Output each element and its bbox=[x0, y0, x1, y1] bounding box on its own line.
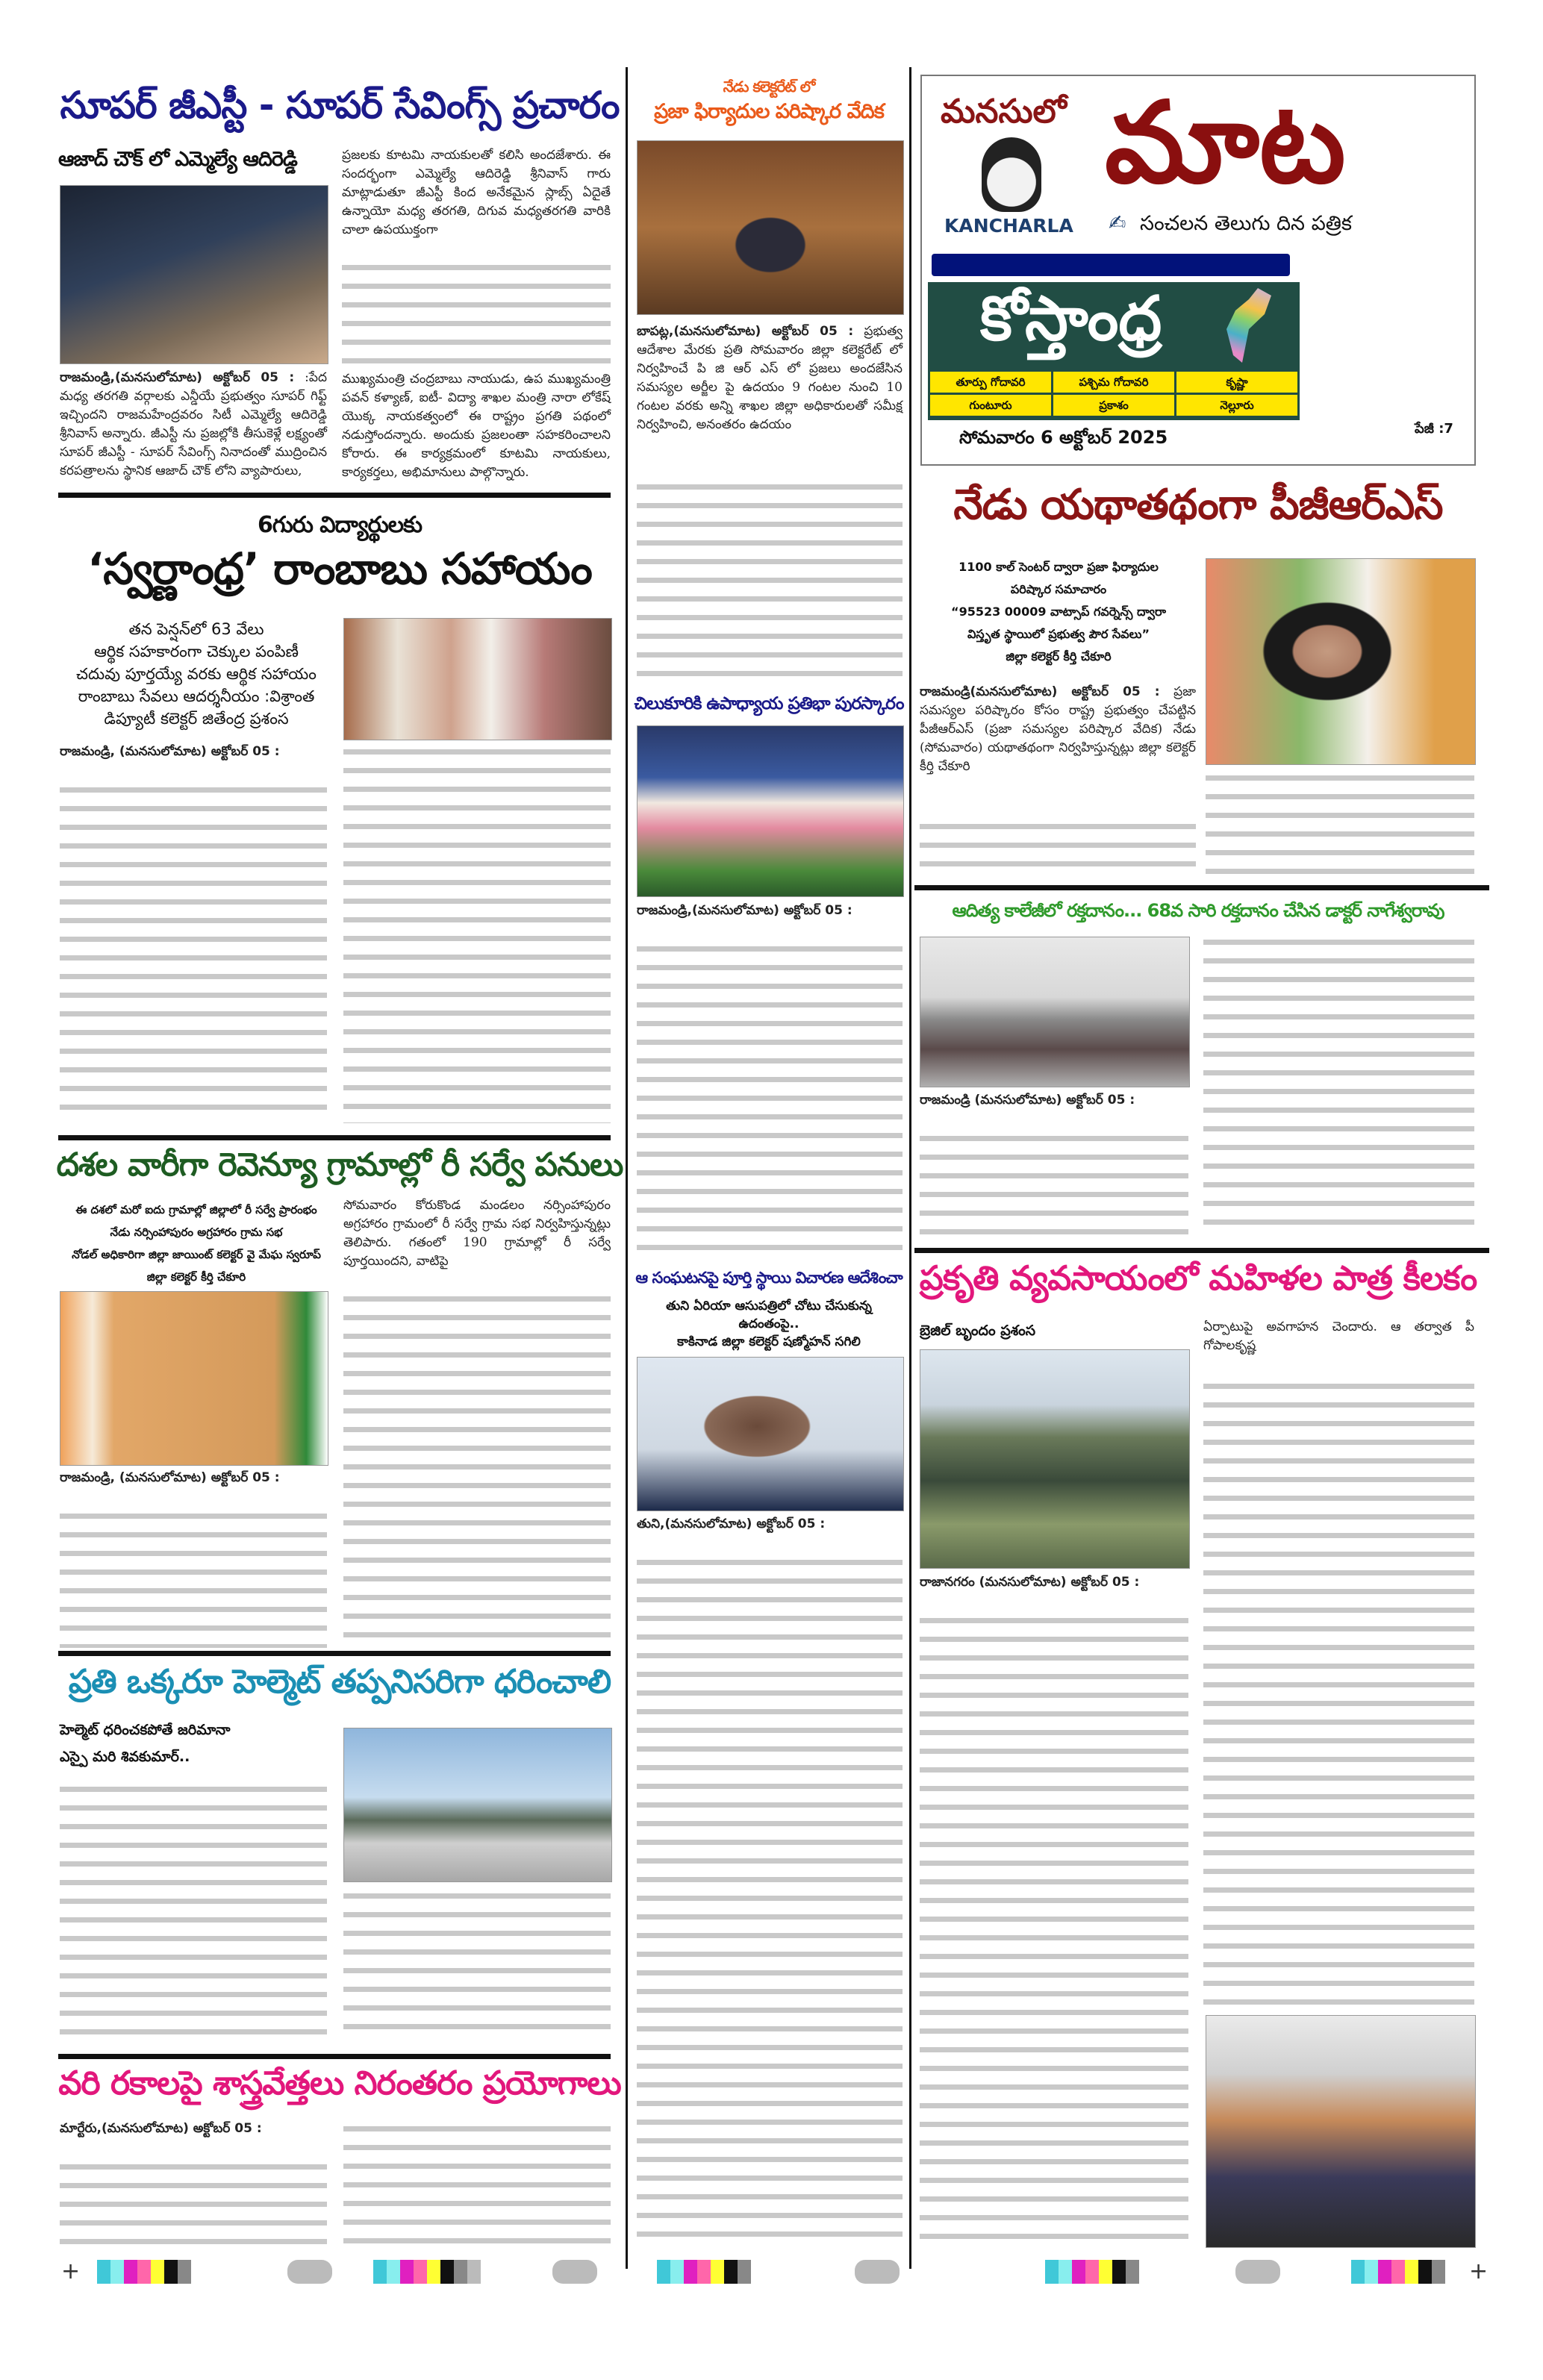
brazil-team-photo bbox=[920, 1349, 1190, 1569]
gray-registration-mark bbox=[855, 2260, 900, 2284]
helmet-headline: ప్రతి ఒక్కరూ హెల్మెట్ తప్పనిసరిగా ధరించాలి bbox=[68, 1663, 611, 1701]
color-registration-bar bbox=[97, 2260, 191, 2284]
column-divider bbox=[909, 67, 911, 2269]
body-text-lines bbox=[60, 2158, 327, 2246]
dateline: బాపట్ల,(మనసులోమాట) అక్టోబర్ 05 : bbox=[637, 324, 854, 339]
body-text-lines bbox=[920, 1611, 1188, 2246]
pgrs-body bbox=[920, 683, 1196, 776]
edition-name: కోస్తాంధ్ర bbox=[980, 284, 1162, 354]
collector-photo bbox=[637, 140, 904, 315]
body-text-lines bbox=[637, 1553, 903, 2246]
dateline: తుని,(మనసులోమాట) అక్టోబర్ 05 : bbox=[637, 1517, 826, 1531]
helmet-subheads bbox=[60, 1717, 336, 1770]
blood-donation-headline: ఆదిత్య కాలేజీలో రక్తదానం... 68వ సారి రక్తదానం చేసిన డాక్టర్ నాగేశ్వరావు bbox=[952, 900, 1444, 921]
pgrs-venue-kicker: నేడు కలెక్టరేట్ లో bbox=[723, 78, 815, 96]
swarnandhra-kicker: 6గురు విద్యార్థులకు bbox=[257, 512, 423, 538]
gray-registration-mark bbox=[552, 2260, 597, 2284]
natural-farming-body: ఏర్పాటుపై అవగాహన చెందారు. ఆ తర్వాత పీ గోపాలకృష్ణ bbox=[1203, 1319, 1474, 1353]
section-rule bbox=[58, 1135, 611, 1140]
brand-logo: మాట bbox=[1105, 78, 1346, 208]
color-registration-bar bbox=[373, 2260, 481, 2284]
tuni-subheads bbox=[631, 1297, 907, 1351]
swarnandhra-photo bbox=[343, 618, 612, 740]
district-label: పశ్చిమ గోదావరి bbox=[1053, 372, 1174, 393]
andhra-map-icon bbox=[1226, 288, 1271, 363]
subhead: డిప్యూటీ కలెక్టర్ జితేంద్ర ప్రశంస bbox=[104, 710, 289, 728]
resurvey-headline: దశల వారీగా రెవెన్యూ గ్రామాల్లో రీ సర్వే పనులు bbox=[56, 1146, 623, 1184]
district-grid bbox=[930, 372, 1297, 416]
body-text-lines bbox=[343, 1887, 611, 2040]
body-text-lines bbox=[343, 1290, 611, 1648]
subhead: ఆర్థిక సహకారంగా చెక్కుల పంపిణీ bbox=[94, 643, 299, 660]
teacher-award-dateline bbox=[637, 902, 903, 920]
brand-small: మనసులో bbox=[941, 93, 1067, 131]
subhead: ఎస్పై మరి శివకుమార్.. bbox=[60, 1749, 190, 1765]
page-number: పేజీ :7 bbox=[1415, 421, 1453, 437]
body-text-lines bbox=[343, 2120, 611, 2246]
resurvey-photo bbox=[60, 1291, 328, 1466]
subhead: హెల్మెట్ ధరించకపోతే జరిమానా bbox=[60, 1722, 231, 1738]
subhead: పరిష్కార సమాచారం bbox=[1010, 582, 1107, 596]
subhead: కాకినాడ జిల్లా కలెక్టర్ షణ్మోహన్ సగిలి bbox=[677, 1334, 861, 1349]
tuni-collector-photo bbox=[637, 1357, 904, 1511]
district-label: ప్రకాశం bbox=[1053, 395, 1174, 416]
blood-donation-photo bbox=[920, 937, 1190, 1087]
pgrs-venue-body bbox=[637, 322, 903, 434]
edition-banner bbox=[928, 282, 1300, 420]
body-text-lines bbox=[637, 478, 903, 684]
gst-headline: సూపర్ జీఎస్టీ - సూపర్ సేవింగ్స్ ప్రచారం bbox=[60, 84, 620, 127]
gst-body-1 bbox=[60, 369, 327, 481]
subhead: విస్తృత స్థాయిలో ప్రభుత్వ పౌర సేవలు” bbox=[967, 627, 1150, 641]
gst-body-3: ముఖ్యమంత్రి చంద్రబాబు నాయుడు, ఉప ముఖ్యమంత్రి పవన్ కళ్యాణ్, ఐటీ- విద్యా శాఖల మంత్రి నారా లోకేష్ యొక్క నాయకత్వంలో ఈ రాష్ట్రం ప్రగతి పథంలో నడుస్తోందన్నారు. అందుకు ప్రజలంతా సహకరించాలని కోరారు. ఈ కార్యక్రమంలో కూటమి నాయకులు, కార్యకర్తలు, అభిమానులు పాల్గొన్నారు. bbox=[342, 372, 611, 480]
body-text-lines bbox=[343, 743, 611, 1123]
dateline: రాజమండ్రి,(మనసులోమాట) అక్టోబర్ 05 : bbox=[60, 370, 295, 385]
blood-dateline bbox=[920, 1091, 1188, 1110]
section-rule bbox=[58, 2054, 611, 2059]
body-text-lines bbox=[60, 1780, 327, 2041]
pgrs-headline: నేడు యథాతథంగా పీజీఆర్ఎస్ bbox=[953, 481, 1443, 529]
body-text-lines bbox=[920, 817, 1196, 877]
farming-group-photo bbox=[1206, 2015, 1476, 2248]
body-text-lines bbox=[342, 258, 611, 370]
dateline: రాజానగరం (మనసులోమాట) అక్టోబర్ 05 : bbox=[920, 1575, 1140, 1590]
body-text-lines bbox=[1206, 769, 1474, 877]
color-registration-bar bbox=[657, 2260, 751, 2284]
dateline: రాజమండ్రి, (మనసులోమాట) అక్టోబర్ 05 : bbox=[60, 744, 280, 759]
district-label: తూర్పు గోదావరి bbox=[930, 372, 1051, 393]
color-registration-bar bbox=[1045, 2260, 1139, 2284]
dateline: రాజమండ్రి, (మనసులోమాట) అక్టోబర్ 05 : bbox=[60, 1470, 280, 1485]
district-label: కృష్ణా bbox=[1176, 372, 1297, 393]
gray-registration-mark bbox=[287, 2260, 332, 2284]
tuni-dateline bbox=[637, 1515, 903, 1534]
pen-icon: ✍ bbox=[1109, 210, 1126, 235]
district-collector-photo bbox=[1206, 558, 1476, 765]
district-label: నెల్లూరు bbox=[1176, 395, 1297, 416]
swarnandhra-dateline bbox=[60, 743, 327, 761]
crosshair-mark: + bbox=[61, 2258, 81, 2284]
paragraph: ప్రజా సమస్యల పరిష్కారం కోసం రాష్ట్ర ప్రభుత్వం చేపట్టిన పీజీఆర్ఎస్ (ప్రజా సమస్యల పరిష్కార వేదిక) నేడు (సోమవారం) యథాతథంగా నిర్వహిస్తున్నట్లు జిల్లా కలెక్టర్ కీర్తి చేకూరి bbox=[920, 684, 1196, 774]
section-rule bbox=[58, 1651, 611, 1656]
paragraph: :పేద మధ్య తరగతి వర్గాలకు ఎన్డీయే ప్రభుత్వం సూపర్ గిఫ్ట్ ఇచ్చిందని రాజమహేంద్రవరం సిటీ ఎమ్మెల్యే ఆదిరెడ్డి శ్రీనివాస్ అన్నారు. జీఎస్టీ ను ప్రజల్లోకి తీసుకెళ్లే లక్ష్యంతో సూపర్ జీఎస్టీ - సూపర్ సేవింగ్స్ నినాదంతో ముద్రించిన కరపత్రాలను స్థానిక ఆజాద్ చౌక్ లోని వ్యాపారులు, bbox=[60, 370, 327, 478]
paddy-headline: వరి రకాలపై శాస్త్రవేత్తలు నిరంతరం ప్రయోగాలు bbox=[58, 2064, 621, 2102]
subhead: రాంబాబు సేవలు ఆదర్శనీయం :విశ్రాంత bbox=[78, 687, 315, 705]
section-rule bbox=[914, 885, 1489, 890]
pgrs-subheads bbox=[917, 556, 1200, 668]
color-registration-bar bbox=[1351, 2260, 1445, 2284]
section-rule bbox=[914, 1248, 1489, 1253]
swarnandhra-subheads bbox=[58, 618, 334, 730]
dateline: రాజమండ్రి (మనసులోమాట) అక్టోబర్ 05 : bbox=[920, 1093, 1135, 1108]
gst-subhead: ఆజాద్ చౌక్ లో ఎమ్మెల్యే ఆదిరెడ్డి bbox=[58, 148, 297, 171]
swarnandhra-headline: ‘స్వర్ణాంధ్ర’ రాంబాబు సహాయం bbox=[87, 543, 592, 594]
helmet-photo bbox=[343, 1728, 612, 1882]
natural-farming-headline: ప్రకృతి వ్యవసాయంలో మహిళల పాత్ర కీలకం bbox=[919, 1258, 1477, 1298]
subhead: జిల్లా కలెక్టర్ కీర్తి చేకూరి bbox=[1006, 649, 1112, 663]
body-text-lines bbox=[1203, 1377, 1474, 2005]
subhead: “95523 00009 వాట్సాప్ గవర్నెన్స్ ద్వారా bbox=[951, 605, 1166, 619]
body-text-lines bbox=[60, 1507, 327, 1648]
paddy-dateline bbox=[60, 2120, 327, 2138]
subhead: చదువు పూర్తయ్యే వరకు ఆర్థిక సహాయం bbox=[76, 665, 317, 683]
body-text-lines bbox=[60, 781, 327, 1123]
resurvey-body: సోమవారం కోరుకొండ మండలం నర్సింహాపురం అగ్రహారం గ్రామంలో రీ సర్వే గ్రామ సభ నిర్వహిస్తున్నట్లు తెలిపారు. గతంలో 190 గ్రామాల్లో రీ సర్వే పూర్తయిందని, వాటిపై bbox=[343, 1198, 611, 1269]
subhead: తన పెన్షన్‌లో 63 వేలు bbox=[128, 620, 264, 638]
natural-farming-dateline bbox=[920, 1573, 1188, 1592]
section-rule bbox=[58, 493, 611, 498]
dateline: రాజమండ్రి,(మనసులోమాట) అక్టోబర్ 05 : bbox=[637, 903, 852, 918]
subhead: నేడు నర్సింహాపురం అగ్రహారం గ్రామ సభ bbox=[110, 1225, 283, 1239]
subhead: తుని ఏరియా ఆసుపత్రిలో చోటు చేసుకున్న bbox=[666, 1299, 872, 1314]
body-text-lines bbox=[637, 940, 903, 1252]
dateline: మార్టేరు,(మనసులోమాట) అక్టోబర్ 05 : bbox=[60, 2121, 262, 2136]
tuni-headline: ఆ సంఘటనపై పూర్తి స్థాయి విచారణ ఆదేశించా bbox=[635, 1269, 903, 1287]
body-text-lines bbox=[920, 1129, 1188, 1237]
resurvey-dateline bbox=[60, 1469, 327, 1487]
dateline: రాజమండ్రి(మనసులోమాట) అక్టోబర్ 05 : bbox=[920, 684, 1160, 699]
body-text-lines bbox=[1203, 933, 1474, 1237]
column-divider bbox=[626, 67, 628, 2269]
natural-farming-subhead: బ్రెజిల్ బృందం ప్రశంస bbox=[920, 1322, 1036, 1339]
brand-person: KANCHARLA bbox=[944, 215, 1073, 237]
gst-body-2: ప్రజలకు కూటమి నాయకులతో కలిసి అందజేశారు. ఈ సందర్భంగా ఎమ్మెల్యే ఆదిరెడ్డి శ్రీనివాస్ గారు మాట్లాడుతూ జీఎస్టీ కింద అనేకమైన స్లాబ్స్ ఏదైతే ఉన్నాయో మధ్య తరగతి, దిగువ మధ్యతరగతి వారికి చాలా ఉపయుక్తంగా bbox=[342, 148, 611, 237]
teacher-award-photo bbox=[637, 725, 904, 897]
pgrs-venue-headline: ప్రజా ఫిర్యాదుల పరిష్కార వేదిక bbox=[654, 100, 884, 123]
subhead: జిల్లా కలెక్టర్ కీర్తి చేకూరి bbox=[146, 1270, 246, 1284]
founder-portrait bbox=[982, 137, 1041, 212]
gray-registration-mark bbox=[1235, 2260, 1280, 2284]
crosshair-mark: + bbox=[1469, 2258, 1489, 2284]
teacher-award-headline: చిలుకూరికి ఉపాధ్యాయ ప్రతిభా పురస్కారం bbox=[634, 694, 904, 713]
subhead: ఈ దశలో మరో ఐదు గ్రామాల్లో జిల్లాలో రీ సర్వే ప్రారంభం bbox=[75, 1203, 317, 1216]
subhead: నోడల్ అధికారిగా జిల్లా జాయింట్ కలెక్టర్ వై మేఘ స్వరూప్ bbox=[72, 1248, 321, 1261]
tagline: సంచలన తెలుగు దిన పత్రిక bbox=[1140, 212, 1353, 235]
paragraph: ప్రభుత్వ ఆదేశాల మేరకు ప్రతి సోమవారం జిల్లా కలెక్టరేట్ లో నిర్వహించే పి జి ఆర్ ఎస్ లో ప్రజలు అందజేసిన సమస్యల అర్జీల పై ఉదయం 9 గంటల నుంచి 10 గంటల వరకు అన్ని శాఖల జిల్లా అధికారులతో సమీక్ష నిర్వహించి, అనంతరం ఉదయం bbox=[637, 324, 903, 432]
subhead: ఉదంతంపై.. bbox=[738, 1317, 799, 1331]
issue-date: సోమవారం 6 అక్టోబర్ 2025 bbox=[959, 427, 1168, 448]
masthead-bar bbox=[932, 254, 1290, 276]
masthead bbox=[920, 75, 1476, 466]
subhead: 1100 కాల్ సెంటర్ ద్వారా ప్రజా ఫిర్యాదుల bbox=[958, 560, 1159, 574]
resurvey-subheads bbox=[58, 1199, 334, 1288]
district-label: గుంటూరు bbox=[930, 395, 1051, 416]
gst-photo bbox=[60, 185, 328, 364]
